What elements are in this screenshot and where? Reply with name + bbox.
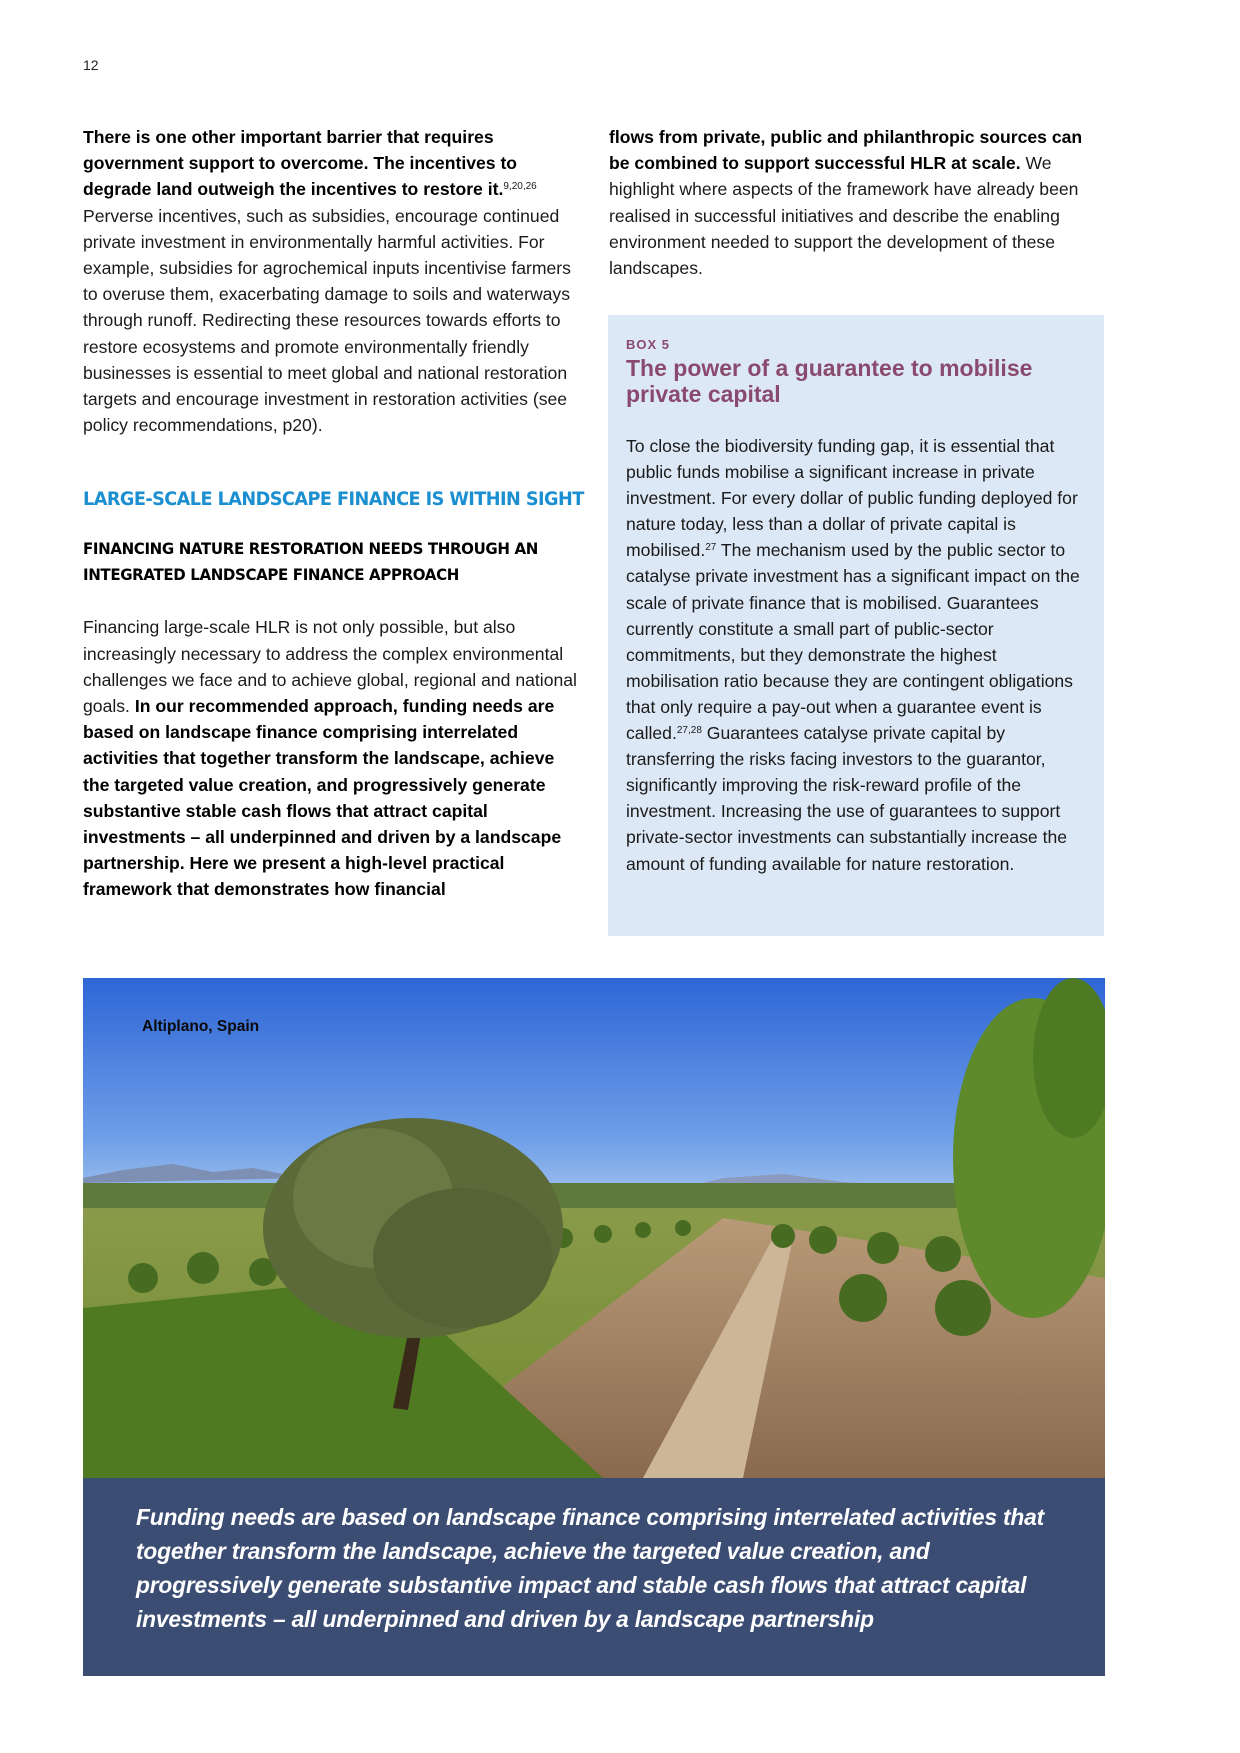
sub-heading: FINANCING NATURE RESTORATION NEEDS THROUGH AN INTEGRATED LANDSCAPE FINANCE APPROACH bbox=[83, 539, 538, 585]
intro-paragraph bbox=[83, 124, 583, 438]
box-text-part-3: Guarantees catalyse private capital by transferring the risks facing investors to the guarantor, significantly improving the risk-reward profile of the investment. Increasing the use of guarantees to support private-sector investments can substantially increase the amount of funding available for nature restoration. bbox=[626, 723, 1068, 874]
approach-body-text: Financing large-scale HLR is not only possible, but also increasingly necessary to address the complex environmental challenges we face and to achieve global, regional and national goals. bbox=[83, 617, 577, 717]
continuation-paragraph bbox=[609, 124, 1107, 281]
left-column bbox=[83, 124, 583, 903]
box-text-part-1: To close the biodiversity funding gap, it is essential that public funds mobilise a significant increase in private investment. For every dollar of public funding deployed for nature today, less than a dollar of private capital is mobilised. bbox=[626, 436, 1078, 561]
photo-quote-overlay bbox=[83, 1478, 1105, 1676]
photo-location-label: Altiplano, Spain bbox=[142, 1018, 260, 1035]
intro-bold-text: There is one other important barrier that requires government support to overcome. The incentives to degrade land outweigh the incentives to restore it. bbox=[83, 127, 518, 200]
footnote-ref: 9,20,26 bbox=[503, 181, 537, 193]
section-heading: LARGE-SCALE LANDSCAPE FINANCE IS WITHIN SIGHT bbox=[83, 488, 584, 511]
box-body bbox=[626, 433, 1086, 877]
approach-bold-text: In our recommended approach, funding needs are based on landscape finance comprising interrelated activities that together transform the landscape, achieve the targeted value creation, and progressively generate substantive stable cash flows that attract capital investments – all underpinned and driven by a landscape partnership. Here we present a high-level practical framework that demonstrates how financial bbox=[83, 696, 562, 900]
continuation-bold-text: flows from private, public and philanthropic sources can be combined to support successful HLR at scale. bbox=[609, 127, 1083, 174]
intro-body-text: Perverse incentives, such as subsidies, encourage continued private investment in environmentally harmful activities. For example, subsidies for agrochemical inputs incentivise farmers to overuse them, exacerbating damage to soils and waterways through runoff. Redirecting these resources towards efforts to restore ecosystems and promote environmentally friendly businesses is essential to meet global and national restoration targets and encourage investment in restoration activities (see policy recommendations, p20). bbox=[83, 205, 571, 436]
page-number: 12 bbox=[83, 57, 99, 73]
footnote-ref: 27 bbox=[705, 542, 717, 554]
box-text-part-2: The mechanism used by the public sector to catalyse private investment has a significant impact on the scale of private finance that is mobilised. Guarantees currently constitute a small part of public-sector commitments, but they demonstrate the highest mobilisation ratio because they are contingent obligations that only require a pay-out when a guarantee event is called. bbox=[626, 540, 1080, 744]
landscape-photo bbox=[83, 978, 1105, 1676]
continuation-body-text: We highlight where aspects of the framework have already been realised in successful initiatives and describe the enabling environment needed to support the development of these landscapes. bbox=[609, 153, 1079, 279]
approach-paragraph bbox=[83, 614, 583, 902]
box-5-panel bbox=[608, 315, 1104, 936]
photo-quote: Funding needs are based on landscape finance comprising interrelated activities that together transform the landscape, achieve the targeted value creation, and progressively generate substantive impact and stable cash flows that attract capital investments – all underpinned and driven by a landscape partnership bbox=[136, 1504, 1044, 1632]
box-title: The power of a guarantee to mobilise private capital bbox=[626, 355, 1033, 407]
box-label: BOX 5 bbox=[626, 337, 671, 352]
right-column bbox=[609, 124, 1107, 281]
footnote-ref: 27,28 bbox=[676, 725, 702, 737]
